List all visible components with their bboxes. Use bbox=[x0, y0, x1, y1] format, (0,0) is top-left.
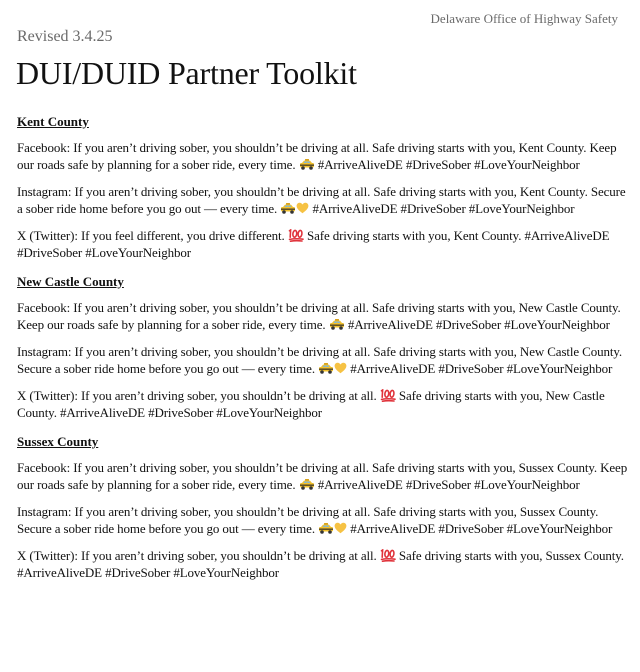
post-instagram bbox=[17, 504, 629, 537]
post-hashtags: #ArriveAliveDE #DriveSober #LoveYourNeighbor bbox=[317, 156, 580, 172]
post-hashtags: #ArriveAliveDE #DriveSober #LoveYourNeighbor bbox=[350, 520, 613, 536]
post-text: X (Twitter): If you aren’t driving sober, you shouldn’t be driving at all. bbox=[17, 548, 377, 563]
post-hashtags: Safe driving starts with you, Sussex County. #ArriveAliveDE #DriveSober #LoveYourNeighbor bbox=[17, 548, 624, 580]
post-text: Instagram: If you aren’t driving sober, you shouldn’t be driving at all. Safe driving starts with you, New Castle County. Secure a sober ride home before you go out — every time. bbox=[17, 344, 623, 376]
post-twitter bbox=[17, 388, 629, 421]
post-hashtags: Safe driving starts with you, New Castle County. #ArriveAliveDE #DriveSober #LoveYourNeighbor bbox=[17, 388, 605, 420]
taxi-icon bbox=[318, 523, 334, 534]
page-title: DUI/DUID Partner Toolkit bbox=[16, 55, 357, 91]
hundred-points-icon bbox=[380, 389, 396, 402]
county-heading: New Castle County bbox=[17, 274, 124, 289]
post-hashtags: #ArriveAliveDE #DriveSober #LoveYourNeighbor bbox=[347, 316, 610, 332]
taxi-icon bbox=[299, 159, 315, 170]
post-twitter bbox=[17, 548, 629, 581]
post-facebook bbox=[17, 460, 629, 493]
post-hashtags: #ArriveAliveDE #DriveSober #LoveYourNeighbor bbox=[312, 200, 575, 216]
yellow-heart-icon bbox=[334, 522, 347, 534]
post-text: X (Twitter): If you feel different, you drive different. bbox=[17, 228, 285, 243]
post-instagram bbox=[17, 344, 629, 377]
post-hashtags: #ArriveAliveDE #DriveSober #LoveYourNeighbor bbox=[350, 360, 613, 376]
yellow-heart-icon bbox=[334, 362, 347, 374]
taxi-icon bbox=[299, 479, 315, 490]
section-sussex-county bbox=[17, 433, 629, 581]
post-text: Facebook: If you aren’t driving sober, you shouldn’t be driving at all. Safe driving starts with you, Kent County. Keep our roads safe by planning for a sober ride, every time. bbox=[17, 140, 617, 172]
organization-name: Delaware Office of Highway Safety bbox=[430, 11, 618, 26]
emoji-group bbox=[329, 317, 345, 332]
post-facebook bbox=[17, 140, 629, 173]
emoji-group bbox=[280, 201, 309, 216]
yellow-heart-icon bbox=[296, 202, 309, 214]
section-new-castle-county bbox=[17, 273, 629, 421]
post-text: Instagram: If you aren’t driving sober, you shouldn’t be driving at all. Safe driving starts with you, Sussex County. Secure a sober ride home before you go out — every time. bbox=[17, 504, 599, 536]
post-text: Facebook: If you aren’t driving sober, you shouldn’t be driving at all. Safe driving starts with you, New Castle County. Keep our roads safe by planning for a sober ride, every time. bbox=[17, 300, 621, 332]
post-hashtags: #ArriveAliveDE #DriveSober #LoveYourNeighbor bbox=[317, 476, 580, 492]
post-twitter bbox=[17, 228, 629, 261]
emoji-group bbox=[299, 157, 315, 172]
emoji-group bbox=[380, 388, 396, 403]
hundred-points-icon bbox=[288, 229, 304, 242]
county-heading: Sussex County bbox=[17, 434, 99, 449]
hundred-points-icon bbox=[380, 549, 396, 562]
revision-date: Revised 3.4.25 bbox=[17, 28, 113, 45]
county-heading: Kent County bbox=[17, 114, 89, 129]
post-text: X (Twitter): If you aren’t driving sober, you shouldn’t be driving at all. bbox=[17, 388, 377, 403]
taxi-icon bbox=[329, 319, 345, 330]
post-facebook bbox=[17, 300, 629, 333]
emoji-group bbox=[380, 548, 396, 563]
post-instagram bbox=[17, 184, 629, 217]
post-text: Facebook: If you aren’t driving sober, you shouldn’t be driving at all. Safe driving starts with you, Sussex County. Keep our roads safe by planning for a sober ride, every time. bbox=[17, 460, 628, 492]
emoji-group bbox=[318, 521, 347, 536]
section-kent-county bbox=[17, 113, 629, 261]
emoji-group bbox=[318, 361, 347, 376]
taxi-icon bbox=[280, 203, 296, 214]
post-text: Instagram: If you aren’t driving sober, you shouldn’t be driving at all. Safe driving starts with you, Kent County. Secure a sober ride home before you go out — every time. bbox=[17, 184, 626, 216]
toolkit-content bbox=[17, 113, 629, 593]
post-hashtags: Safe driving starts with you, Kent County. #ArriveAliveDE #DriveSober #LoveYourNeighbor bbox=[17, 228, 610, 260]
taxi-icon bbox=[318, 363, 334, 374]
emoji-group bbox=[288, 228, 304, 243]
emoji-group bbox=[299, 477, 315, 492]
